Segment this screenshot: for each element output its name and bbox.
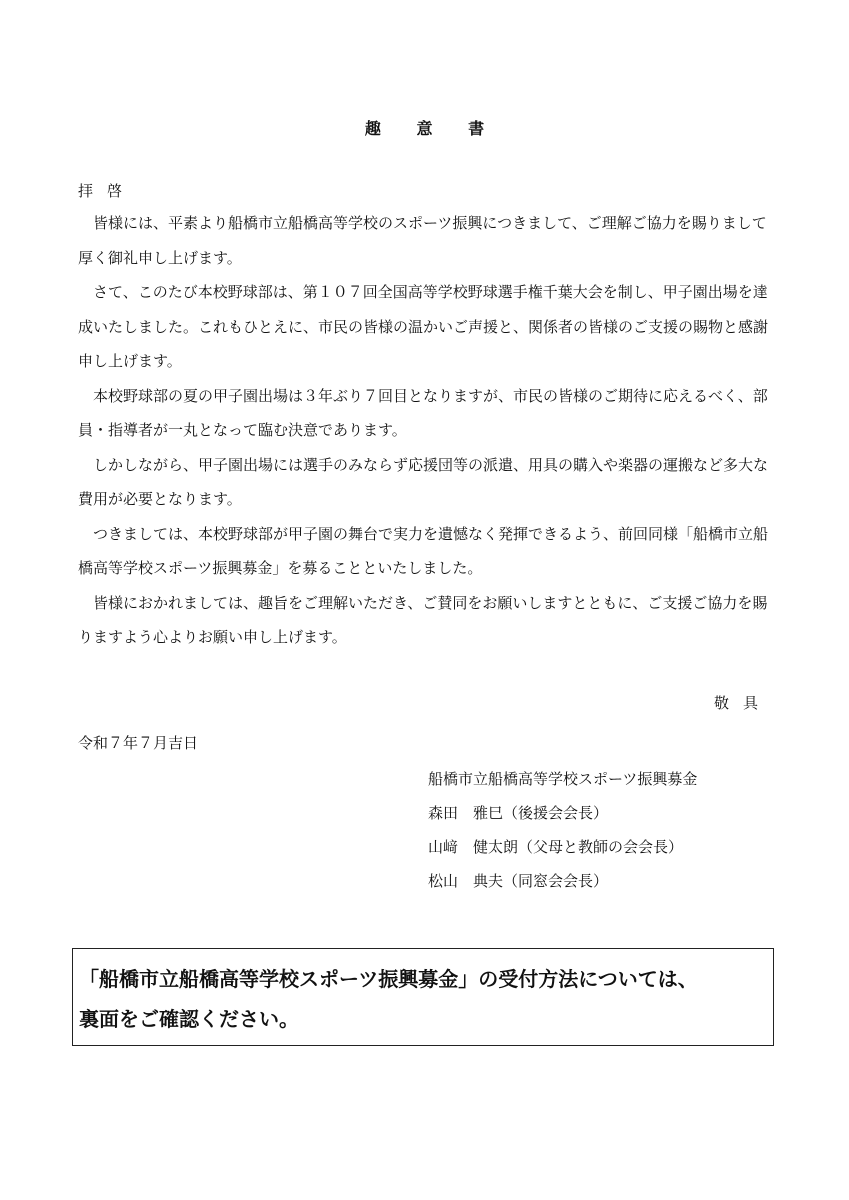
closing-char: 具 — [743, 694, 759, 712]
signatory-role: （後援会会長） — [503, 804, 609, 822]
closing — [700, 692, 758, 713]
signatory — [428, 830, 697, 864]
signature-block — [428, 762, 697, 898]
signatory — [428, 864, 697, 898]
date: 令和７年７月吉日 — [78, 734, 199, 752]
title-char: 意 — [416, 119, 433, 138]
signatory-name: 松山 典夫 — [428, 872, 504, 890]
letter-body — [78, 206, 778, 655]
organization-name: 船橋市立船橋高等学校スポーツ振興募金 — [428, 770, 698, 788]
notice-line: 「船橋市立船橋高等学校スポーツ振興募金」の受付方法については、 — [79, 967, 698, 991]
paragraph: 皆様におかれましては、趣旨をご理解いただき、ご賛同をお願いしますとともに、ご支援ご協力を賜りますよう心よりお願い申し上げます。 — [78, 593, 768, 646]
salutation — [78, 180, 136, 201]
closing-char: 敬 — [714, 694, 730, 712]
signatory-name: 森田 雅巳 — [428, 804, 504, 822]
salutation-char: 拝 — [78, 182, 94, 200]
title-char: 趣 — [364, 119, 381, 138]
notice-box — [72, 948, 774, 1046]
paragraph: しかしながら、甲子園出場には選手のみならず応援団等の派遣、用具の購入や楽器の運搬など多大な費用が必要となります。 — [78, 455, 769, 508]
signatory-name: 山﨑 健太朗 — [428, 838, 519, 856]
document-title — [0, 116, 849, 139]
paragraph: 皆様には、平素より船橋市立船橋高等学校のスポーツ振興につきまして、ご理解ご協力を賜りまして厚く御礼申し上げます。 — [78, 214, 767, 267]
title-char: 書 — [468, 119, 485, 138]
signatory-role: （父母と教師の会会長） — [518, 838, 684, 856]
paragraph: 本校野球部の夏の甲子園出場は３年ぶり７回目となりますが、市民の皆様のご期待に応えるべく、部員・指導者が一丸となって臨む決意であります。 — [78, 386, 768, 439]
signatory-role: （同窓会会長） — [503, 872, 609, 890]
signatory — [428, 796, 697, 830]
notice-line: 裏面をご確認ください。 — [79, 1007, 299, 1031]
paragraph: さて、このたび本校野球部は、第１０７回全国高等学校野球選手権千葉大会を制し、甲子園出場を達成いたしました。これもひとえに、市民の皆様の温かいご声援と、関係者の皆様のご支援の賜物と感謝申し上げます。 — [78, 283, 769, 370]
salutation-char: 啓 — [107, 182, 123, 200]
paragraph: つきましては、本校野球部が甲子園の舞台で実力を遺憾なく発揮できるよう、前回同様「船橋市立船橋高等学校スポーツ振興募金」を募ることといたしました。 — [78, 524, 769, 577]
